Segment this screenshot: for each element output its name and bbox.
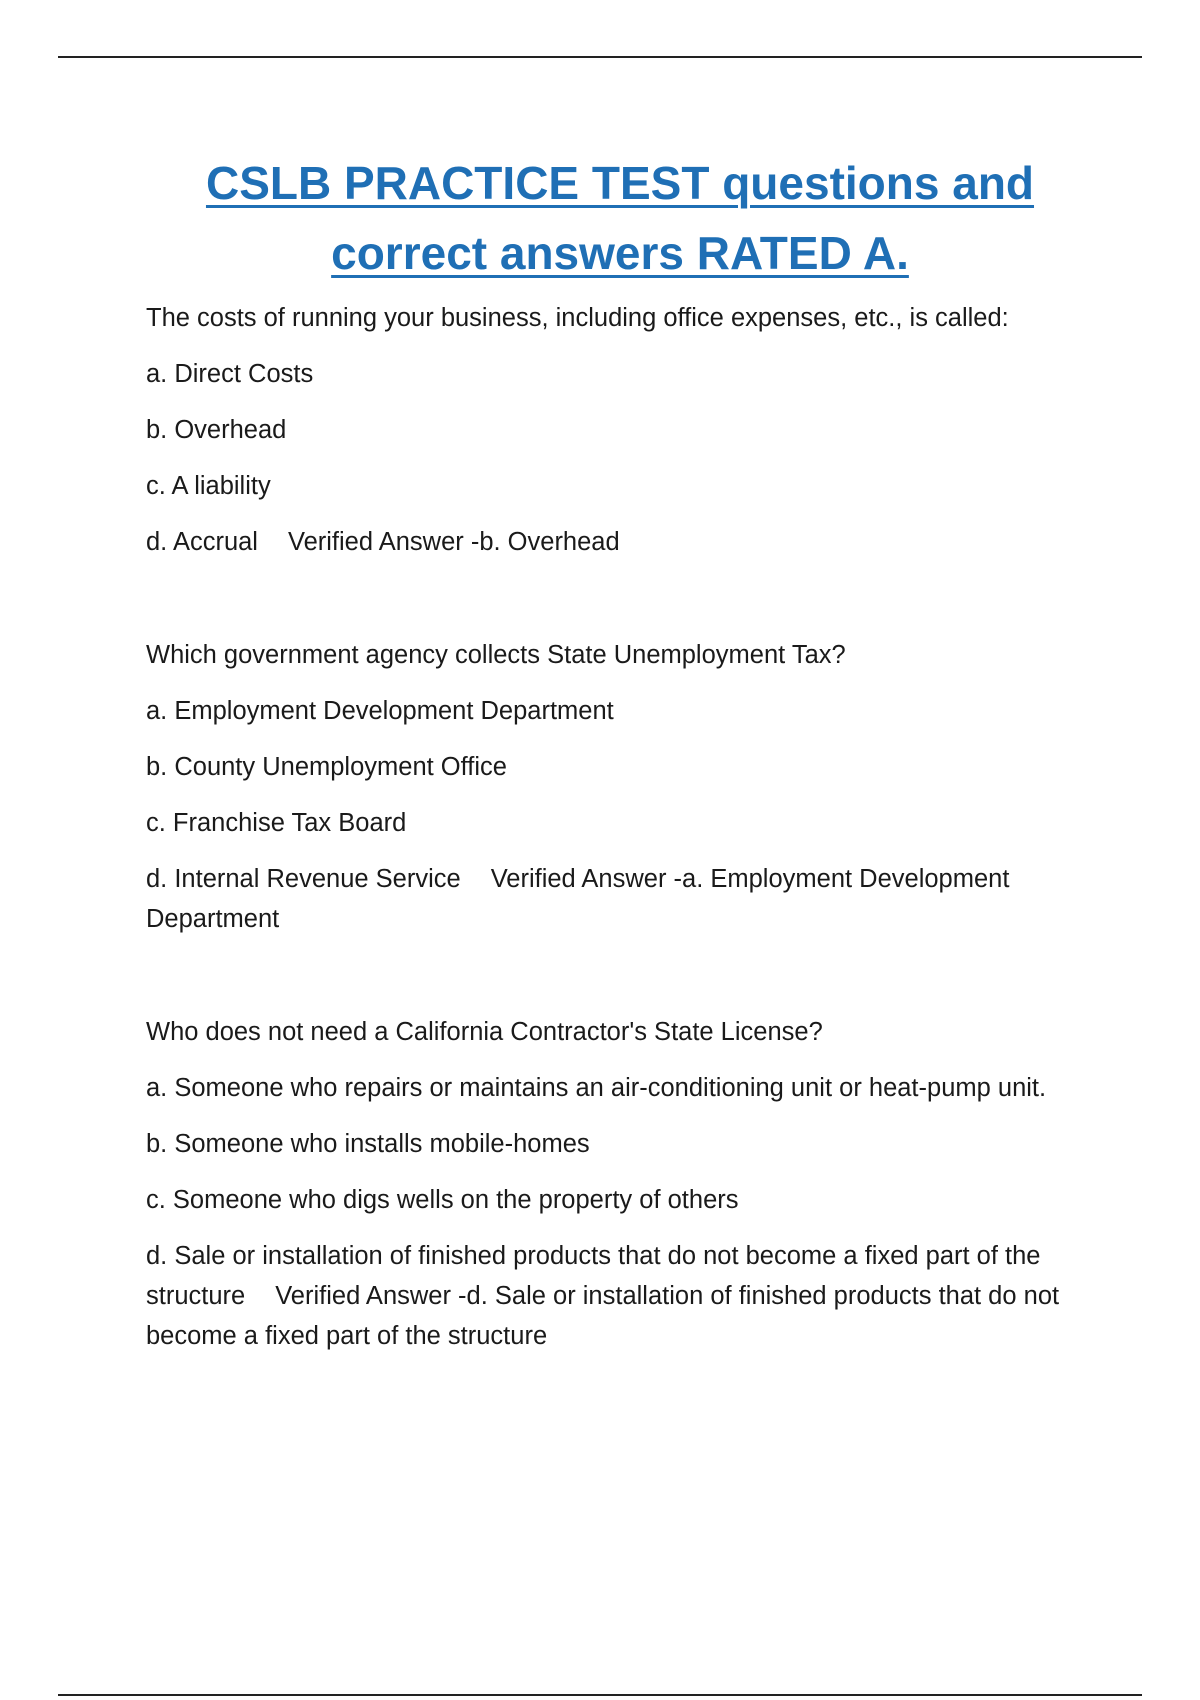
option-d-with-answer (146, 859, 1086, 939)
option-b: b. Overhead (146, 416, 287, 444)
verified-answer: Verified Answer -d. Sale or installation of finished products that do not become a fixed part of the structure (146, 1282, 1060, 1350)
option-d: d. Internal Revenue Service (146, 865, 461, 893)
option-b: b. Someone who installs mobile-homes (146, 1130, 590, 1158)
page-title-text: CSLB PRACTICE TEST questions and correct answers RATED A. (205, 157, 1035, 279)
question-text: Who does not need a California Contractor's State License? (146, 1018, 823, 1046)
option-a: a. Someone who repairs or maintains an air-conditioning unit or heat-pump unit. (146, 1074, 1047, 1102)
footer-rule (58, 1694, 1142, 1696)
question-block-1 (146, 298, 1086, 562)
question-text: Which government agency collects State Unemployment Tax? (146, 641, 846, 669)
option-c: c. Franchise Tax Board (146, 809, 407, 837)
option-a: a. Employment Development Department (146, 697, 614, 725)
option-d: d. Accrual (146, 528, 258, 556)
question-block-2 (146, 635, 1086, 939)
document-body (146, 298, 1086, 1429)
question-block-3 (146, 1012, 1086, 1356)
option-d: d. Sale or installation of finished products that do not become a fixed part of the structure (146, 1242, 1041, 1310)
page-title (130, 148, 1110, 288)
option-c: c. Someone who digs wells on the property of others (146, 1186, 739, 1214)
option-d-with-answer (146, 1236, 1086, 1356)
option-c: c. A liability (146, 472, 271, 500)
header-rule (58, 56, 1142, 58)
question-text: The costs of running your business, including office expenses, etc., is called: (146, 304, 1009, 332)
option-a: a. Direct Costs (146, 360, 314, 388)
option-b: b. County Unemployment Office (146, 753, 507, 781)
option-d-with-answer (146, 522, 1086, 562)
verified-answer: Verified Answer -b. Overhead (287, 528, 620, 556)
verified-answer: Verified Answer -a. Employment Development Department (146, 865, 1010, 933)
